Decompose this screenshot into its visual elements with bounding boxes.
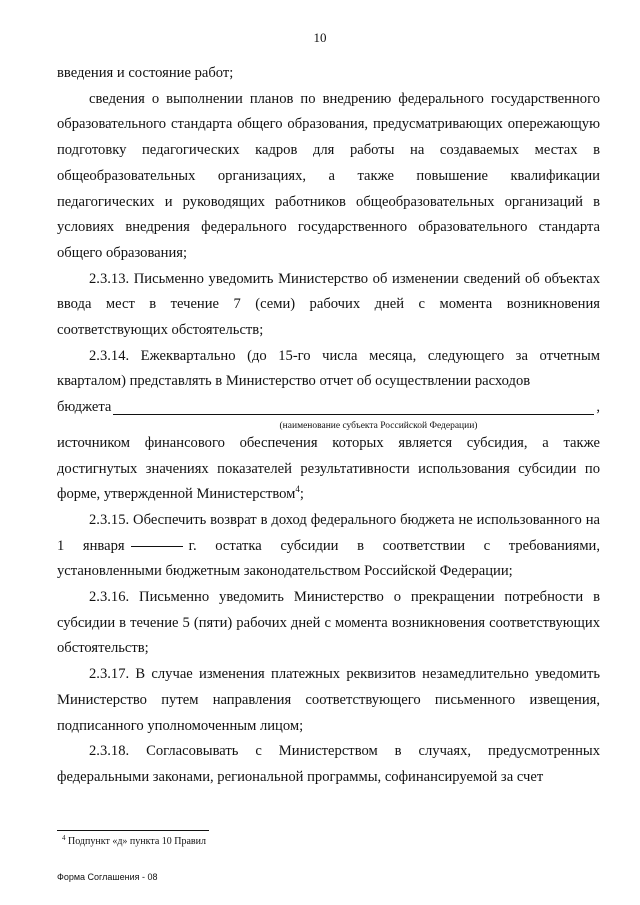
paragraph-fgos-plans: сведения о выполнении планов по внедрению федерального государственного образовательного стандарта общего образования, предусматривающих опережающую подготовку педагогических кадров для работы на создаваемых местах в общеобразовательных организациях, а также повышение квалификации педагогических и руководящих работников общеобразовательных организаций в условиях внедрения федерального государственного образовательного стандарта общего образования;	[57, 90, 600, 261]
paragraph-2-3-16: 2.3.16. Письменно уведомить Министерство о прекращении потребности в субсидии в течение 5 (пяти) рабочих дней с момента возникновения соответствующих обстоятельств;	[57, 589, 600, 657]
paragraph-2-3-18: 2.3.18. Согласовывать с Министерством в случаях, предусмотренных федеральными законами, региональной программы, софинансируемой за счет	[57, 743, 600, 785]
paragraph-2-3-17: 2.3.17. В случае изменения платежных реквизитов незамедлительно уведомить Министерство путем направления соответствующего письменного извещения, подписанного уполномоченным лицом;	[57, 666, 600, 734]
footnote-divider	[57, 830, 209, 831]
budget-blank-row	[57, 395, 600, 421]
paragraph-2-3-13: 2.3.13. Письменно уведомить Министерство об изменении сведений об объектах ввода мест в течение 7 (семи) рабочих дней с момента возникновения соответствующих обстоятельств;	[57, 270, 600, 339]
footnote-text: Подпункт «д» пункта 10 Правил	[65, 836, 206, 847]
form-label: Форма Соглашения - 08	[57, 872, 158, 882]
footnote	[62, 836, 206, 847]
footnote-marker: 4	[62, 834, 66, 842]
paragraph-2-3-14: 2.3.14. Ежеквартально (до 15-го числа месяца, следующего за отчетным кварталом) представлять в Министерство отчет об осуществлении расходов	[57, 347, 600, 390]
page-number: 10	[313, 30, 327, 45]
year-blank	[131, 546, 183, 547]
paragraph-2-3-15	[57, 508, 600, 585]
budget-word: бюджета	[57, 399, 112, 416]
footnote-ref-4: 4	[295, 484, 300, 495]
paragraph-continuation: введения и состояние работ;	[57, 65, 234, 81]
paragraph-2-3-14-continued	[57, 431, 600, 508]
region-name-caption: (наименование субъекта Российской Федерации)	[279, 420, 478, 431]
paragraph-2-3-14-text: источником финансового обеспечения которых является субсидия, а также достигнутых значениях показателей результативности использования субсидии по форме, утвержденной Министерством	[57, 434, 600, 503]
paragraph-2-3-14-end: ;	[299, 486, 304, 503]
paragraph-2-3-15-start: 2.3.15. Обеспечить возврат в доход федерального бюджета не использованного на 1 января	[57, 511, 600, 554]
document-body	[57, 61, 600, 791]
paragraph-2-3-15-end: г. остатка субсидии в соответствии с требованиями, установленными бюджетным законодательством Российской Федерации;	[57, 537, 601, 580]
region-name-blank	[113, 413, 594, 415]
budget-comma: ,	[596, 399, 600, 416]
